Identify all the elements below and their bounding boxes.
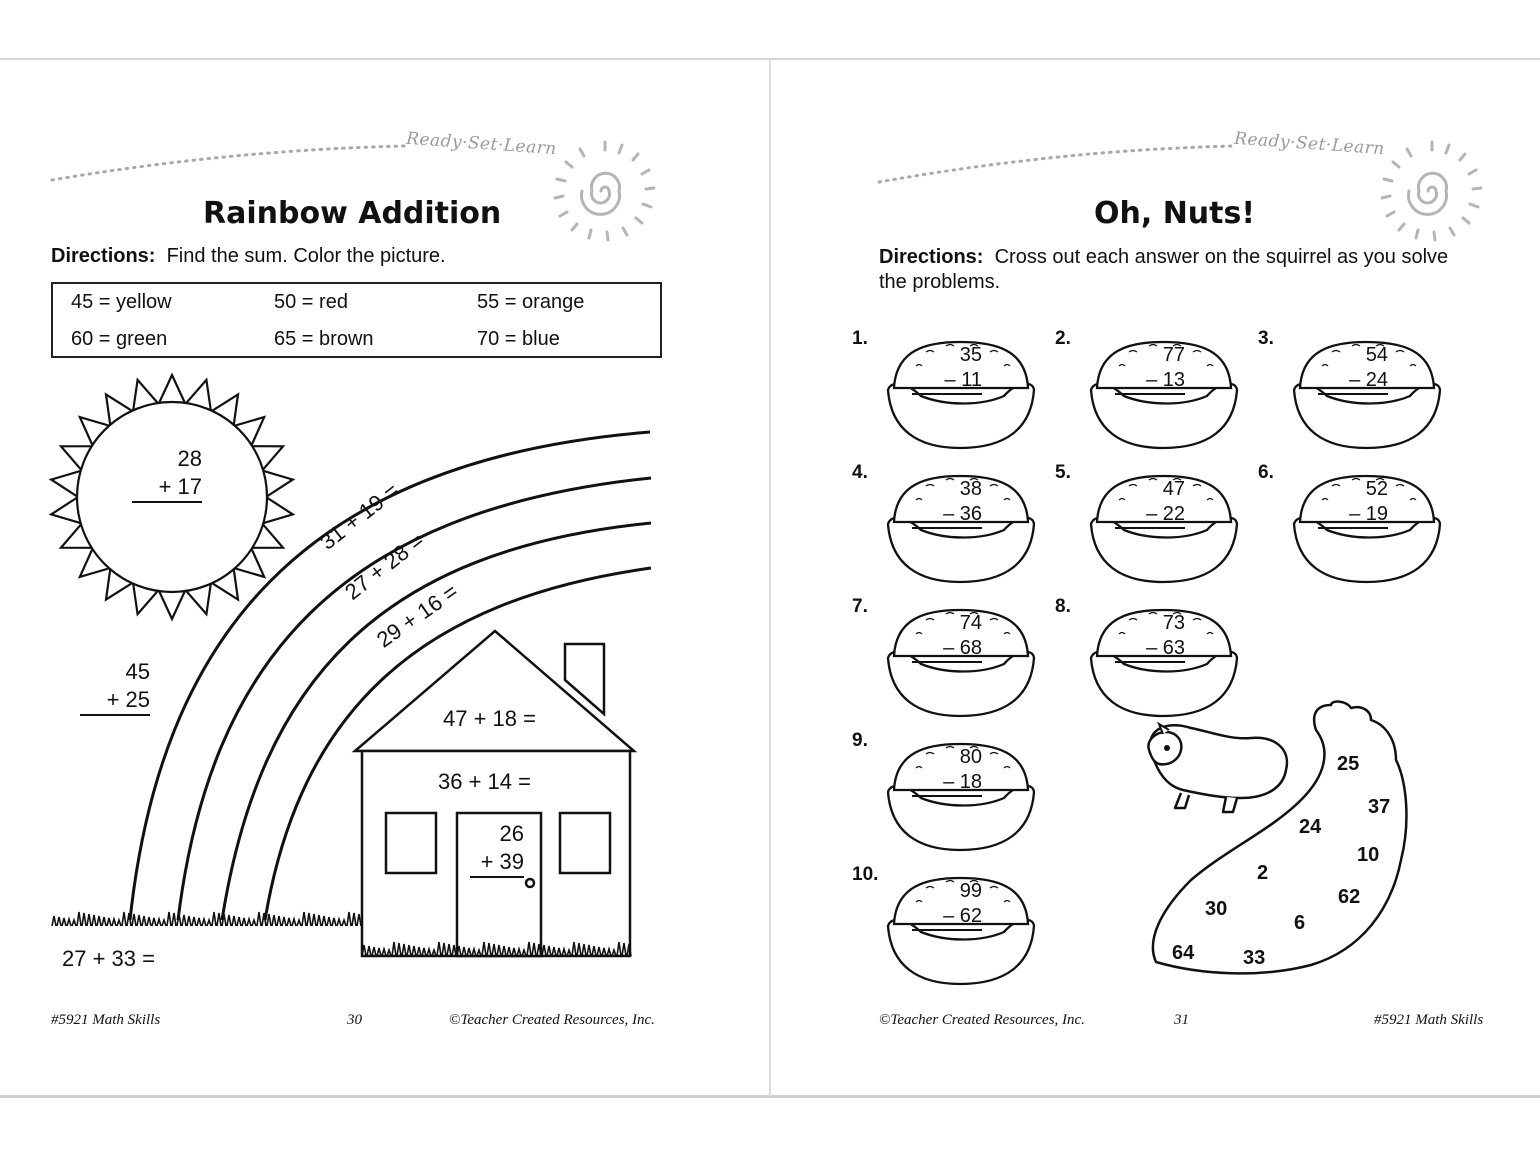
door-problem: 26 + 39 (470, 820, 524, 878)
minuend: 77 (1162, 344, 1185, 366)
footer-right: ©Teacher Created Resources, Inc. (449, 1012, 655, 1028)
color-key-item: 55 = orange (477, 291, 585, 313)
directions-text: Find the sum. Color the picture. (166, 245, 446, 267)
rainbow-problem: 29 + 16 = (372, 578, 463, 653)
problem-number: 7. (852, 596, 868, 617)
subtrahend: – 22 (1115, 502, 1185, 529)
problem-number: 5. (1055, 462, 1071, 483)
directions-label: Directions: (879, 246, 984, 268)
minuend: 54 (1365, 344, 1388, 366)
subtrahend: – 68 (912, 636, 982, 663)
color-key-item: 70 = blue (477, 328, 560, 350)
page-number: 30 (347, 1012, 362, 1028)
footer-left: #5921 Math Skills (51, 1012, 161, 1028)
minuend: 74 (959, 612, 982, 634)
squirrel-answer: 30 (1205, 898, 1228, 920)
window-right (560, 813, 610, 873)
subtrahend: – 24 (1318, 368, 1388, 395)
color-key-item: 60 = green (71, 328, 168, 350)
roof-problem: 47 + 18 = (443, 706, 536, 731)
window-left (386, 813, 436, 873)
sky-problem: 45 + 25 (80, 658, 150, 716)
page-number: 31 (1174, 1012, 1189, 1028)
door-knob (526, 879, 534, 887)
subtrahend: – 18 (912, 770, 982, 797)
minuend: 73 (1162, 612, 1185, 634)
subtrahend: – 13 (1115, 368, 1185, 395)
problem-number: 8. (1055, 596, 1071, 617)
minuend: 35 (959, 344, 982, 366)
subtrahend: – 19 (1318, 502, 1388, 529)
page-title: Rainbow Addition (203, 196, 502, 231)
squirrel-answer: 25 (1337, 753, 1360, 775)
subtrahend: – 36 (912, 502, 982, 529)
problem-number: 10. (852, 864, 879, 885)
grass-problem: 27 + 33 = (62, 946, 155, 971)
right-page (771, 60, 1540, 1096)
directions-label: Directions: (51, 245, 156, 267)
problem-number: 3. (1258, 328, 1274, 349)
problem-number: 6. (1258, 462, 1274, 483)
problem-number: 9. (852, 730, 868, 751)
squirrel-answer: 64 (1172, 942, 1195, 964)
minuend: 47 (1162, 478, 1185, 500)
sun-problem: 28 + 17 (132, 445, 202, 503)
color-key-item: 65 = brown (274, 328, 374, 350)
rainbow-problem: 31 + 19 = (315, 477, 404, 555)
left-page (0, 60, 769, 1096)
squirrel-answer: 62 (1338, 886, 1361, 908)
squirrel-answer: 33 (1243, 947, 1266, 969)
minuend: 38 (959, 478, 982, 500)
minuend: 52 (1365, 478, 1388, 500)
rainbow-problem: 27 + 28 = (340, 527, 429, 605)
wall-problem: 36 + 14 = (438, 769, 531, 794)
footer-right: #5921 Math Skills (1374, 1012, 1484, 1028)
squirrel-answer: 24 (1299, 816, 1322, 838)
minuend: 99 (959, 880, 982, 902)
minuend: 80 (959, 746, 982, 768)
problem-number: 2. (1055, 328, 1071, 349)
page-title: Oh, Nuts! (1094, 196, 1256, 231)
directions-text: Cross out each answer on the squirrel as you solve the problems. (879, 246, 1449, 293)
subtrahend: – 62 (912, 904, 982, 931)
brand-wordmark: Ready·Set·Learn (405, 128, 558, 160)
subtrahend: – 63 (1115, 636, 1185, 663)
subtrahend: – 11 (912, 368, 982, 395)
color-key-item: 45 = yellow (71, 291, 172, 313)
problem-number: 1. (852, 328, 868, 349)
problem-number: 4. (852, 462, 868, 483)
color-key-item: 50 = red (274, 291, 348, 313)
squirrel-icon (771, 60, 1540, 1096)
squirrel-answer: 6 (1294, 912, 1306, 934)
squirrel-answer: 2 (1257, 862, 1269, 884)
footer-left: ©Teacher Created Resources, Inc. (879, 1012, 1085, 1028)
brand-wordmark: Ready·Set·Learn (1233, 128, 1386, 160)
squirrel-answer: 10 (1357, 844, 1380, 866)
squirrel-answer: 37 (1368, 796, 1391, 818)
